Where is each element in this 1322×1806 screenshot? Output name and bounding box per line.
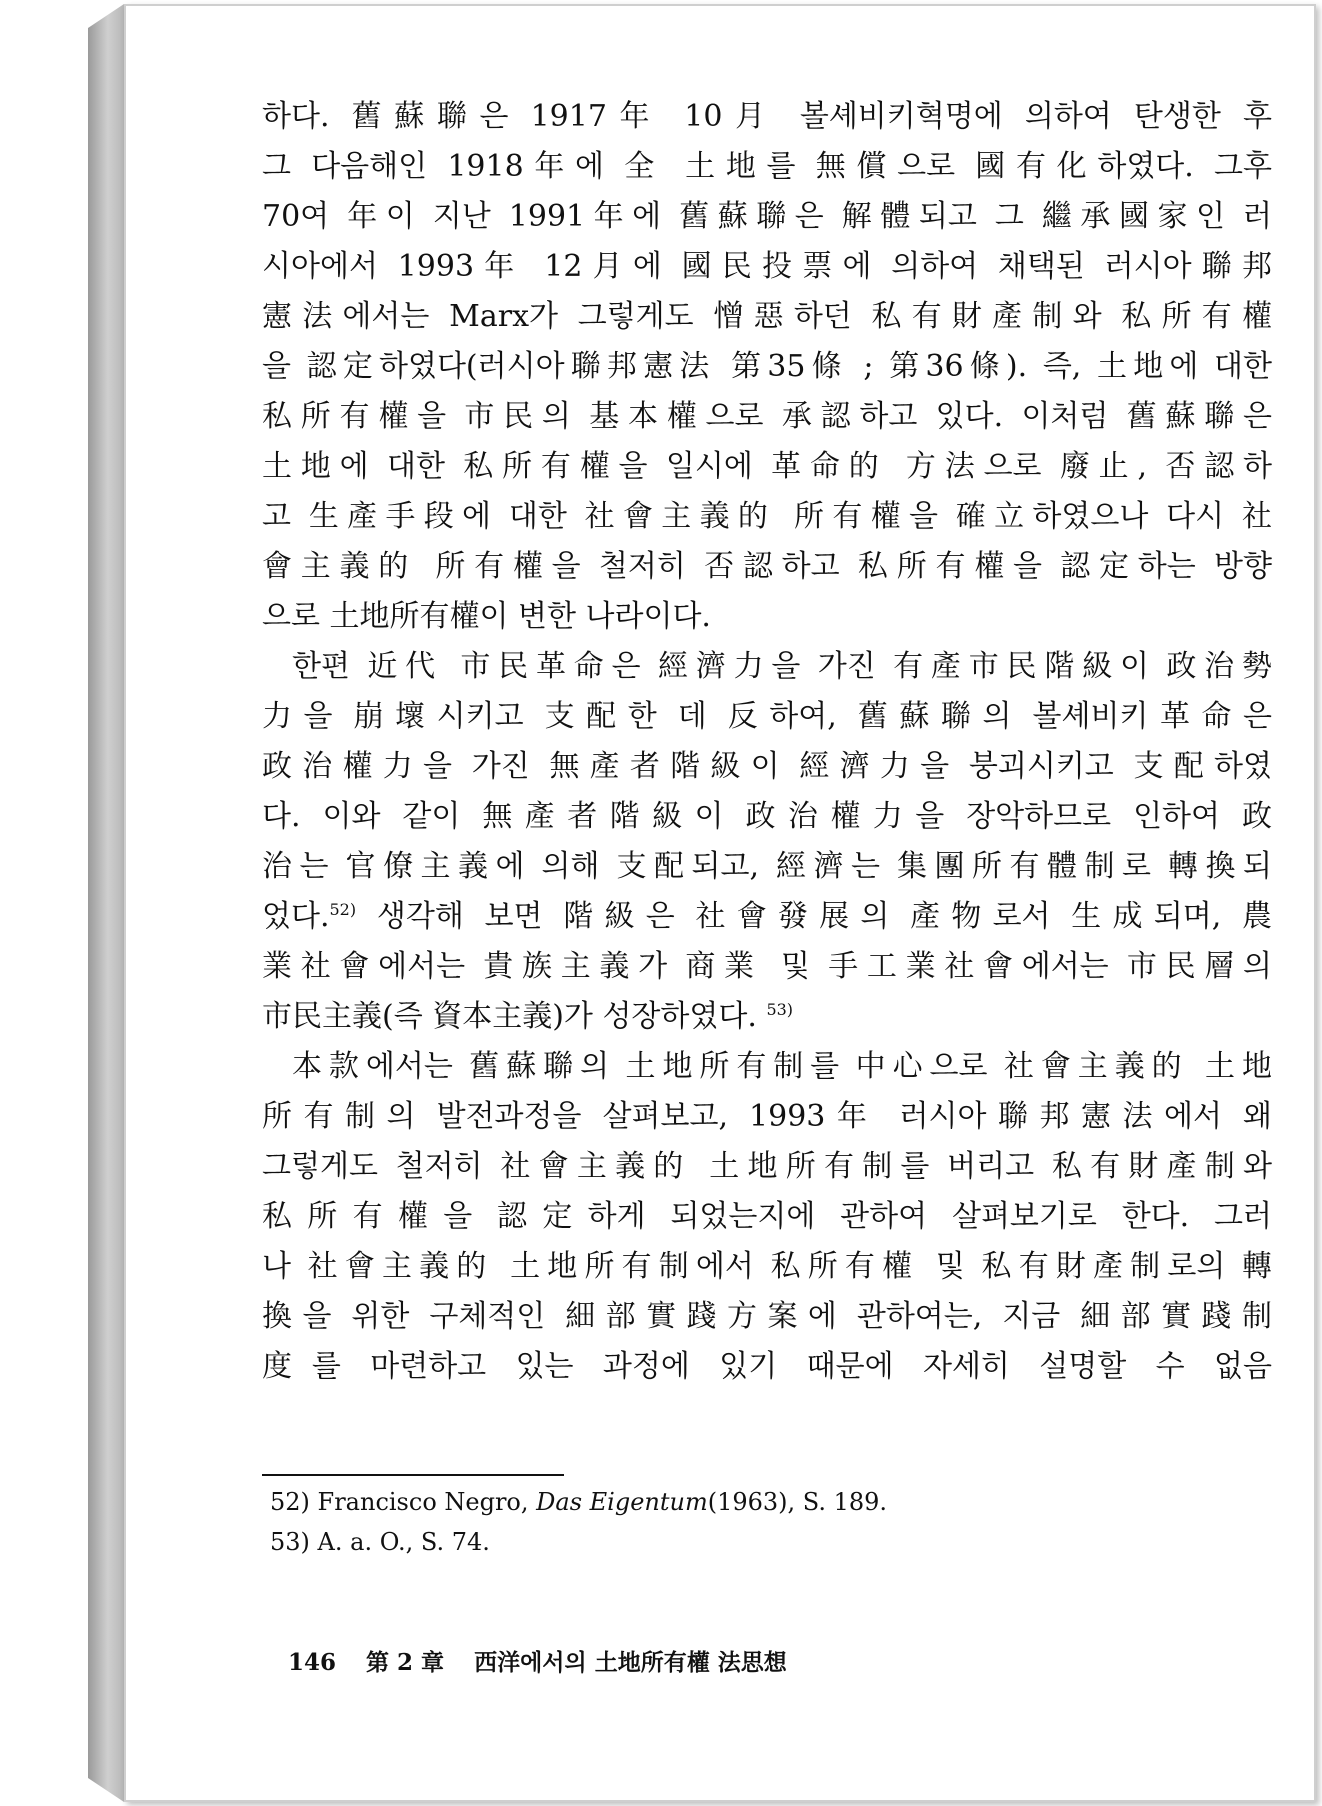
footnote-title: Das Eigentum <box>536 1488 708 1516</box>
footnote-ref-53: 53) <box>766 1000 794 1019</box>
text-line: 政治權力을 가진 無產者階級이 經濟力을 붕괴시키고 支配하였 <box>262 749 1272 784</box>
paragraph-1 <box>262 92 1272 642</box>
footnote-text: Francisco Negro, <box>317 1488 537 1516</box>
text-fragment: 市民主義(즉 資本主義)가 성장하였다. <box>262 999 757 1034</box>
text-fragment: 생각해 보면 階級은 社會發展의 產物로서 生成되며, 農 <box>356 899 1272 934</box>
text-line: 시아에서 1993年 12月에 國民投票에 의하여 채택된 러시아聯邦 <box>262 249 1272 284</box>
text-line: 私所有權을 市民의 基本權으로 承認하고 있다. 이처럼 舊蘇聯은 <box>262 399 1272 434</box>
text-line: 그 다음해인 1918年에 全 土地를 無償으로 國有化하였다. 그후 <box>262 149 1272 184</box>
text-line: 憲法에서는 Marx가 그렇게도 憎惡하던 私有財產制와 私所有權 <box>262 299 1272 334</box>
body-text <box>262 92 1272 1392</box>
text-line-with-footnote <box>262 892 1272 942</box>
text-fragment: 었다. <box>262 899 330 934</box>
text-line: 業社會에서는 貴族主義가 商業 및 手工業社會에서는 市民層의 <box>262 949 1272 984</box>
footnotes <box>270 1482 1170 1562</box>
footnote-text: A. a. O., S. 74. <box>317 1528 490 1556</box>
text-line: 을 認定하였다(러시아聯邦憲法 第35條 ; 第36條). 즉, 土地에 대한 <box>262 349 1272 384</box>
text-line-with-footnote <box>262 992 1272 1042</box>
paragraph-2 <box>262 642 1272 1042</box>
text-line: 으로 土地所有權이 변한 나라이다. <box>262 599 711 634</box>
footnote-text: (1963), S. 189. <box>707 1488 888 1516</box>
running-footer <box>288 1644 809 1677</box>
text-line: 換을 위한 구체적인 細部實踐方案에 관하여는, 지금 細部實踐制 <box>262 1299 1272 1334</box>
footnote-number: 52) <box>270 1488 310 1516</box>
page-number: 146 <box>288 1649 337 1676</box>
text-line: 度를 마련하고 있는 과정에 있기 때문에 자세히 설명할 수 없음 <box>262 1349 1272 1384</box>
text-line: 所有制의 발전과정을 살펴보고, 1993年 러시아聯邦憲法에서 왜 <box>262 1099 1272 1134</box>
text-line: 한편 近代 市民革命은 經濟力을 가진 有產市民階級이 政治勢 <box>292 649 1272 684</box>
chapter-title: 西洋에서의 土地所有權 法思想 <box>474 1649 787 1676</box>
text-line: 다. 이와 같이 無產者階級이 政治權力을 장악하므로 인하여 政 <box>262 799 1272 834</box>
footnote-53 <box>270 1522 1170 1562</box>
text-line: 70여 年이 지난 1991年에 舊蘇聯은 解體되고 그 繼承國家인 러 <box>262 199 1272 234</box>
footnote-ref-52: 52) <box>329 900 357 919</box>
text-line: 土地에 대한 私所有權을 일시에 革命的 方法으로 廢止, 否認하 <box>262 449 1272 484</box>
text-line: 나 社會主義的 土地所有制에서 私所有權 및 私有財產制로의 轉 <box>262 1249 1272 1284</box>
footnote-52 <box>270 1482 1170 1522</box>
chapter-label: 第 2 章 <box>366 1649 445 1676</box>
footnote-divider <box>262 1474 564 1476</box>
text-line: 會主義的 所有權을 철저히 否認하고 私所有權을 認定하는 방향 <box>262 549 1272 584</box>
text-line: 고 生產手段에 대한 社會主義的 所有權을 確立하였으나 다시 社 <box>262 499 1272 534</box>
text-line: 力을 崩壞시키고 支配한 데 反하여, 舊蘇聯의 볼셰비키革命은 <box>262 699 1272 734</box>
footnote-number: 53) <box>270 1528 310 1556</box>
book-page <box>124 4 1316 1802</box>
text-line: 本款에서는 舊蘇聯의 土地所有制를 中心으로 社會主義的 土地 <box>292 1049 1272 1084</box>
text-line: 하다. 舊蘇聯은 1917年 10月 볼셰비키혁명에 의하여 탄생한 후 <box>262 99 1272 134</box>
text-line: 私所有權을 認定하게 되었는지에 관하여 살펴보기로 한다. 그러 <box>262 1199 1272 1234</box>
book-edge <box>88 4 124 1802</box>
text-line: 그렇게도 철저히 社會主義的 土地所有制를 버리고 私有財產制와 <box>262 1149 1272 1184</box>
text-line: 治는 官僚主義에 의해 支配되고, 經濟는 集團所有體制로 轉換되 <box>262 849 1272 884</box>
paragraph-3 <box>262 1042 1272 1392</box>
